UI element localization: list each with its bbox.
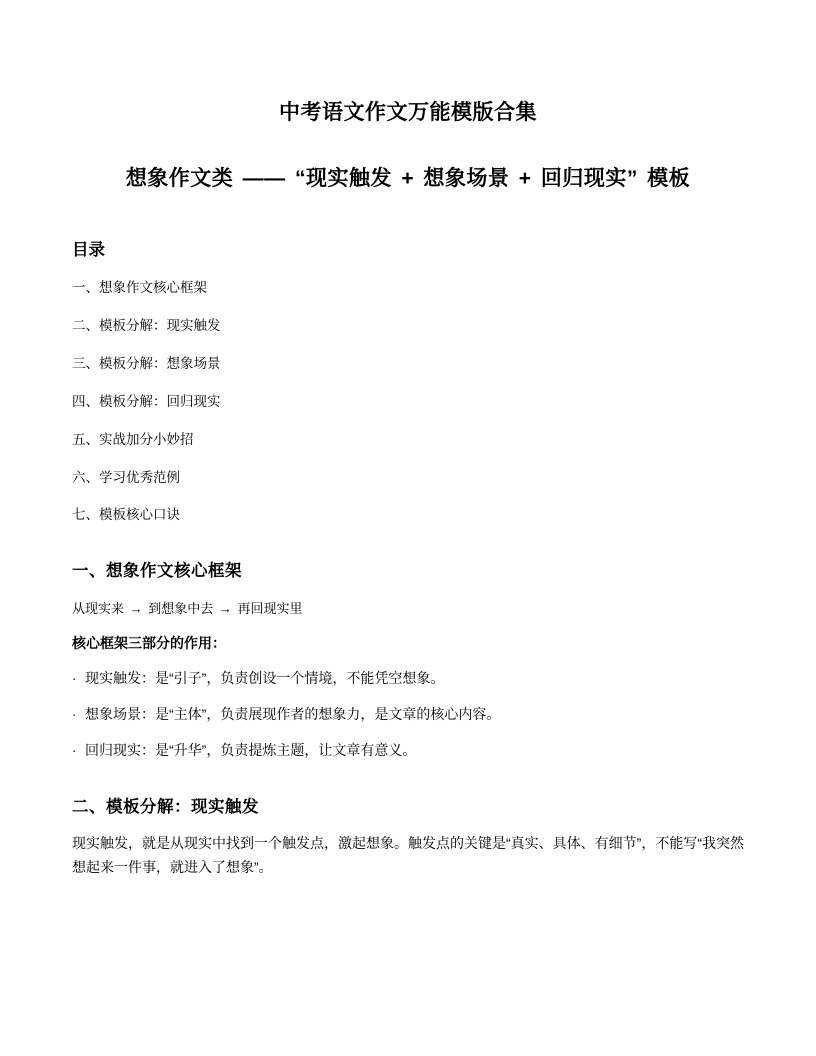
- framework-bullet-2: [72, 704, 744, 725]
- section-heading-1: 一、想象作文核心框架: [72, 562, 242, 581]
- framework-bullet-3-text: 回归现实：是“升华”，负责提炼主题，让文章有意义。: [85, 742, 417, 759]
- toc-item-5[interactable]: 五、实战加分小妙招: [72, 431, 194, 447]
- section-heading-2: 二、模板分解：现实触发: [72, 797, 259, 816]
- bullet-icon: ·: [72, 707, 77, 723]
- document-subtitle: 想象作文类 —— “现实触发 + 想象场景 + 回归现实” 模板: [125, 167, 691, 191]
- section-2-paragraph: 现实触发，就是从现实中找到一个触发点，激起想象。触发点的关键是“真实、具体、有细节”，不能写“我突然想起来一件事，就进入了想象”。: [72, 834, 744, 876]
- toc-item-6[interactable]: 六、学习优秀范例: [72, 469, 180, 485]
- bullet-icon: ·: [72, 743, 77, 759]
- framework-bullet-1-text: 现实触发：是“引子”，负责创设一个情境，不能凭空想象。: [85, 670, 445, 687]
- toc-item-7[interactable]: 七、模板核心口诀: [72, 507, 180, 523]
- toc-item-1[interactable]: 一、想象作文核心框架: [72, 280, 207, 296]
- framework-bullet-1: [72, 668, 744, 689]
- framework-bullet-3: [72, 740, 744, 761]
- toc-heading: 目录: [72, 241, 105, 260]
- toc-list: [72, 279, 744, 525]
- framework-subheading: 核心框架三部分的作用：: [72, 635, 226, 652]
- toc-item-2[interactable]: 二、模板分解：现实触发: [72, 318, 221, 334]
- toc-item-3[interactable]: 三、模板分解：想象场景: [72, 355, 221, 371]
- toc-item-4[interactable]: 四、模板分解：回归现实: [72, 393, 221, 409]
- bullet-icon: ·: [72, 671, 77, 687]
- framework-bullet-2-text: 想象场景：是“主体”，负责展现作者的想象力，是文章的核心内容。: [85, 706, 501, 723]
- page-title: 中考语文作文万能模版合集: [279, 101, 537, 124]
- framework-flow-line: 从现实来 → 到想象中去 → 再回现实里: [72, 601, 303, 617]
